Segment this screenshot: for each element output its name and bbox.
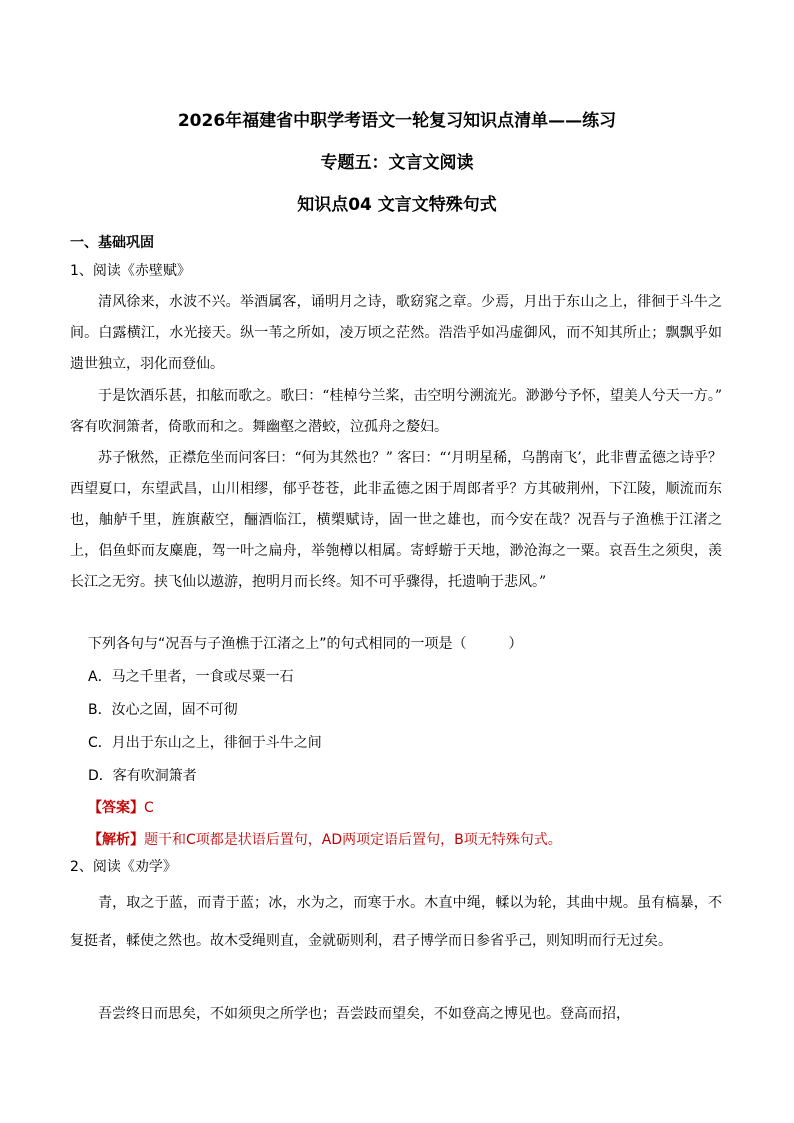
analysis-line — [88, 829, 562, 849]
option-d[interactable]: D．客有吹洞箫者 — [88, 768, 197, 784]
passage-paragraph: 苏子愀然，正襟危坐而问客曰：“何为其然也？” 客曰：“‘月明星稀，乌鹊南飞’，此非曹孟德之诗乎？西望夏口，东望武昌，山川相缪，郁乎苍苍，此非孟德之困于周郎者乎？方其破荆州，下江陵，顺流而东也，舳舻千里，旌旗蔽空，酾酒临江，横槊赋诗，固一世之雄也，而今安在哉？况吾与子渔樵于江渚之上，侣鱼虾而友麋鹿，驾一叶之扁舟，举匏樽以相属。寄蜉蝣于天地，渺沧海之一粟。哀吾生之须臾，羡长江之无穷。挟飞仙以遨游，抱明月而长终。知不可乎骤得，托遗响于悲风。” — [70, 450, 722, 590]
option-c[interactable]: C．月出于东山之上，徘徊于斗牛之间 — [88, 735, 322, 751]
answer-line — [88, 797, 154, 817]
passage-paragraph: 吾尝终日而思矣，不如须臾之所学也；吾尝跂而望矣，不如登高之博见也。登高而招， — [98, 1006, 630, 1022]
passage-paragraph: 清风徐来，水波不兴。举酒属客，诵明月之诗，歌窈窕之章。少焉，月出于东山之上，徘徊于斗牛之间。白露横江，水光接天。纵一苇之所如，凌万顷之茫然。浩浩乎如冯虚御风，而不知其所止；飘飘乎如遗世独立，羽化而登仙。 — [70, 294, 722, 372]
document-title: 2026年福建省中职学考语文一轮复习知识点清单——练习 — [177, 111, 617, 131]
topic-title: 专题五：文言文阅读 — [320, 153, 474, 173]
passage-paragraph: 青，取之于蓝，而青于蓝；冰，水为之，而寒于水。木直中绳，輮以为轮，其曲中规。虽有槁暴，不复挺者，輮使之然也。故木受绳则直，金就砺则利，君子博学而日参省乎己，则知明而行无过矣。 — [70, 895, 722, 949]
analysis-text: 题干和C项都是状语后置句，AD两项定语后置句，B项无特殊句式。 — [144, 832, 562, 848]
section-heading: 一、基础巩固 — [70, 235, 154, 251]
question-2-heading: 2、阅读《劝学》 — [70, 859, 177, 875]
analysis-tag: 【解析】 — [88, 832, 144, 848]
answer-tag: 【答案】 — [88, 800, 144, 816]
option-b[interactable]: B．汝心之固，固不可彻 — [88, 702, 238, 718]
knowledge-point-title: 知识点04 文言文特殊句式 — [297, 195, 497, 215]
passage-paragraph: 于是饮酒乐甚，扣舷而歌之。歌曰：“桂棹兮兰桨，击空明兮溯流光。渺渺兮予怀，望美人兮天一方。” 客有吹洞箫者，倚歌而和之。舞幽壑之潜蛟，泣孤舟之嫠妇。 — [70, 388, 722, 435]
answer-value: C — [144, 800, 154, 816]
question-1-heading: 1、阅读《赤壁赋》 — [70, 263, 191, 279]
option-a[interactable]: A．马之千里者，一食或尽粟一石 — [88, 669, 294, 685]
question-1-stem: 下列各句与“况吾与子渔樵于江渚之上”的句式相同的一项是（ ） — [88, 636, 523, 652]
